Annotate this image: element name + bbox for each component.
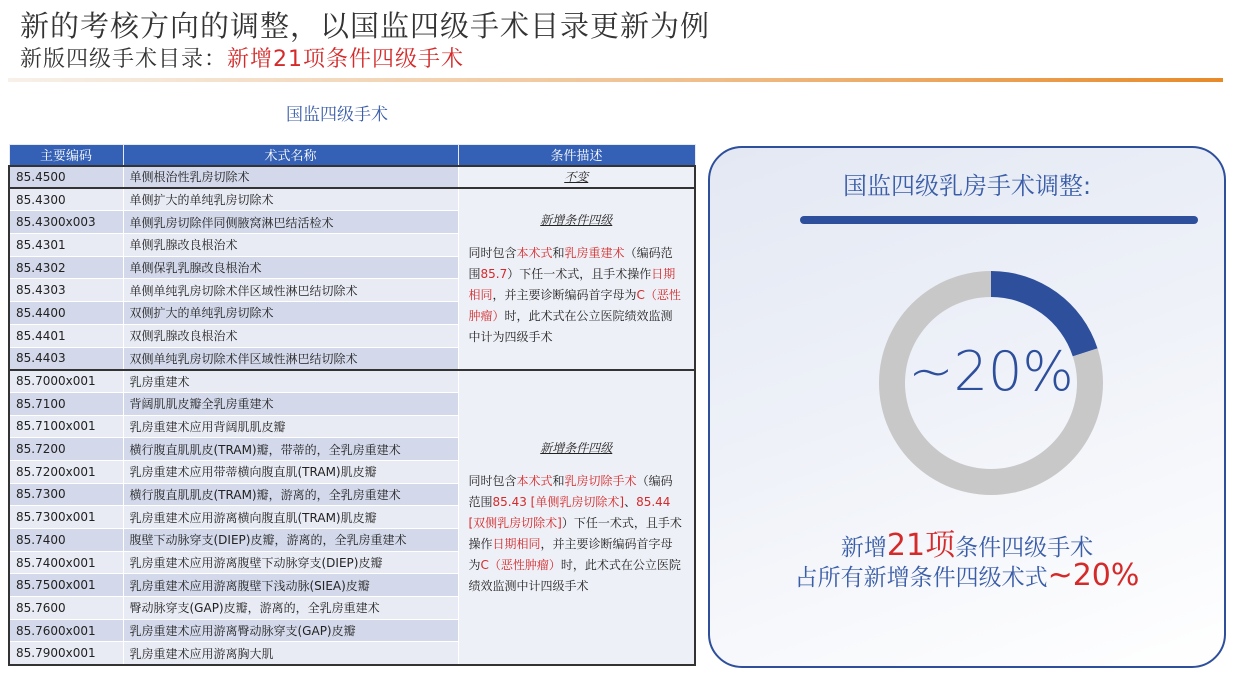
table-row: [9, 370, 695, 393]
code-cell: 85.7500x001: [9, 574, 123, 597]
name-cell: 双侧扩大的单纯乳房切除术: [123, 302, 458, 325]
name-cell: 乳房重建术应用游离腹壁下浅动脉(SIEA)皮瓣: [123, 574, 458, 597]
stat1-suffix: 条件四级手术: [955, 535, 1094, 561]
name-cell: 单侧保乳乳腺改良根治术: [123, 256, 458, 279]
name-cell: 横行腹直肌肌皮(TRAM)瓣，游离的，全乳房重建术: [123, 483, 458, 506]
condition-desc: [458, 188, 695, 370]
desc-highlight: 85.44 [双侧乳房切除术]: [468, 494, 671, 530]
desc-highlight: 日期相同: [468, 266, 676, 302]
name-cell: 乳房重建术应用游离横向腹直肌(TRAM)肌皮瓣: [123, 506, 458, 529]
desc-text: ）下任一术式，且手术操作: [468, 515, 682, 551]
subtitle-prefix: 新版四级手术目录：: [20, 47, 228, 72]
donut-label: ~20%: [908, 340, 1074, 403]
table-row: [9, 188, 695, 211]
code-cell: 85.4300x003: [9, 211, 123, 234]
table-caption: 国监四级手术: [286, 105, 388, 125]
header-code: 主要编码: [9, 145, 123, 166]
code-cell: 85.7400x001: [9, 551, 123, 574]
summary-panel: [708, 146, 1226, 668]
code-cell: 85.7100: [9, 392, 123, 415]
desc-highlight: 本术式: [516, 245, 553, 260]
desc-text: 、: [624, 494, 637, 509]
name-cell: 单侧根治性乳房切除术: [123, 166, 458, 189]
stat2-big: ~20%: [1047, 558, 1140, 593]
header-divider: [8, 78, 1223, 82]
code-cell: 85.4401: [9, 324, 123, 347]
name-cell: 单侧乳腺改良根治术: [123, 234, 458, 257]
desc-body: [469, 243, 685, 348]
code-cell: 85.7000x001: [9, 370, 123, 393]
code-cell: 85.4400: [9, 302, 123, 325]
desc-text: 同时包含: [468, 245, 517, 260]
code-cell: 85.4303: [9, 279, 123, 302]
page-subtitle: [20, 42, 464, 73]
desc-highlight: 85.7: [480, 266, 508, 281]
code-cell: 85.4301: [9, 234, 123, 257]
table-body: [9, 166, 695, 665]
name-cell: 横行腹直肌肌皮(TRAM)瓣，带蒂的，全乳房重建术: [123, 438, 458, 461]
name-cell: 腹壁下动脉穿支(DIEP)皮瓣，游离的，全乳房重建术: [123, 529, 458, 552]
desc-highlight: 日期相同: [492, 536, 541, 551]
table-row: [9, 166, 695, 189]
desc-text: （编码范围: [468, 245, 673, 281]
desc-text: （编码范围: [468, 473, 673, 509]
stat2-prefix: 占所有新增条件四级术式: [794, 565, 1048, 591]
name-cell: 单侧扩大的单纯乳房切除术: [123, 188, 458, 211]
name-cell: 乳房重建术应用游离臀动脉穿支(GAP)皮瓣: [123, 619, 458, 642]
table-header-row: [9, 145, 695, 166]
name-cell: 臀动脉穿支(GAP)皮瓣，游离的，全乳房重建术: [123, 597, 458, 620]
stat1-big: 21项: [886, 528, 956, 563]
header-name: 术式名称: [123, 145, 458, 166]
code-cell: 85.4302: [9, 256, 123, 279]
desc-highlight: 本术式: [516, 473, 553, 488]
name-cell: 双侧乳腺改良根治术: [123, 324, 458, 347]
code-cell: 85.7100x001: [9, 415, 123, 438]
name-cell: 乳房重建术: [123, 370, 458, 393]
subtitle-highlight: 新增21项条件四级手术: [227, 47, 465, 72]
name-cell: 双侧单纯乳房切除术伴区域性淋巴结切除术: [123, 347, 458, 370]
desc-text: ，并主要诊断编码首字母为: [468, 536, 673, 572]
code-cell: 85.7600x001: [9, 619, 123, 642]
desc-text: 同时包含: [468, 473, 517, 488]
desc-text: 和: [552, 245, 565, 260]
desc-highlight: 85.43 [单侧乳房切除术]: [492, 494, 625, 509]
name-cell: 单侧乳房切除伴同侧腋窝淋巴结活检术: [123, 211, 458, 234]
desc-highlight: C（恶性肿瘤）: [480, 557, 561, 572]
header-desc: 条件描述: [458, 145, 695, 166]
name-cell: 乳房重建术应用游离腹壁下动脉穿支(DIEP)皮瓣: [123, 551, 458, 574]
name-cell: 乳房重建术应用游离胸大肌: [123, 642, 458, 665]
stat1-prefix: 新增: [840, 535, 887, 561]
name-cell: 背阔肌肌皮瓣全乳房重建术: [123, 392, 458, 415]
desc-highlight: 乳房重建术: [564, 245, 625, 260]
code-cell: 85.7200x001: [9, 460, 123, 483]
panel-title: 国监四级乳房手术调整:: [842, 172, 1092, 200]
code-cell: 85.7600: [9, 597, 123, 620]
code-cell: 85.7900x001: [9, 642, 123, 665]
desc-text: 时，此术式在公立医院绩效监测中计四级手术: [468, 557, 681, 593]
desc-body: [469, 471, 685, 597]
desc-text: 和: [552, 473, 565, 488]
desc-highlight: 乳房切除手术: [564, 473, 637, 488]
desc-highlight: C（恶性肿瘤）: [468, 287, 681, 323]
name-cell: 乳房重建术应用带蒂横向腹直肌(TRAM)肌皮瓣: [123, 460, 458, 483]
stat-share: [710, 558, 1224, 593]
code-cell: 85.7200: [9, 438, 123, 461]
panel-title-bar: [800, 216, 1198, 224]
surgery-table: [8, 144, 696, 666]
code-cell: 85.7300: [9, 483, 123, 506]
code-cell: 85.7300x001: [9, 506, 123, 529]
desc-text: ，并主要诊断编码首字母为: [492, 287, 637, 302]
code-cell: 85.4500: [9, 166, 123, 189]
desc-head: 新增条件四级: [540, 440, 613, 455]
desc-head: 新增条件四级: [540, 212, 613, 227]
desc-text: 时，此术式在公立医院绩效监测中计为四级手术: [468, 308, 673, 344]
code-cell: 85.4403: [9, 347, 123, 370]
desc-text: ）下任一术式，且手术操作: [507, 266, 652, 281]
name-cell: 乳房重建术应用背阔肌肌皮瓣: [123, 415, 458, 438]
no-change-cell: 不变: [458, 166, 695, 189]
code-cell: 85.4300: [9, 188, 123, 211]
page-title: 新的考核方向的调整，以国监四级手术目录更新为例: [20, 9, 711, 43]
name-cell: 单侧单纯乳房切除术伴区域性淋巴结切除术: [123, 279, 458, 302]
condition-desc: [458, 370, 695, 665]
code-cell: 85.7400: [9, 529, 123, 552]
